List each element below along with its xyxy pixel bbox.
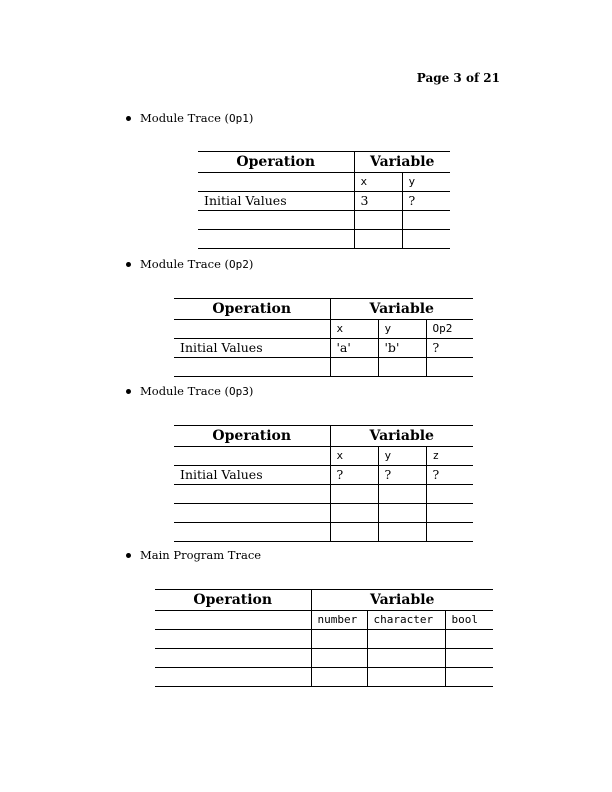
table-header-row [198,152,450,173]
bullet-item [126,110,546,126]
variable-name: character [367,611,445,630]
value-cell [426,358,473,377]
value-cell [426,523,473,542]
table-row [174,485,473,504]
table-row [198,230,450,249]
bullet-text-prefix: Main Program Trace [140,548,262,562]
section-module-trace-op2 [126,256,546,272]
value-cell [330,485,378,504]
value-cell: ? [330,466,378,485]
table-header-row [155,590,493,611]
variable-name-row [174,320,473,339]
table-row [174,504,473,523]
table-row [155,649,493,668]
bullet-text-prefix: Module Trace ( [140,111,230,125]
empty-cell [174,447,330,466]
operation-cell [174,504,330,523]
value-cell [330,358,378,377]
operation-header: Operation [155,590,311,611]
operation-cell: Initial Values [198,192,354,211]
value-cell: ? [426,339,473,358]
variable-name: z [426,447,473,466]
variable-name: number [311,611,367,630]
value-cell [354,230,402,249]
bullet-text-suffix: ) [248,257,254,271]
value-cell [426,504,473,523]
variable-header: Variable [354,152,450,173]
value-cell [378,485,426,504]
table-row [174,523,473,542]
value-cell [378,504,426,523]
operation-cell [155,649,311,668]
variable-name: bool [445,611,493,630]
value-cell [367,668,445,687]
value-cell [426,485,473,504]
operation-header: Operation [174,426,330,447]
table-header-row [174,426,473,447]
table-row [198,211,450,230]
table-row [198,192,450,211]
section-module-trace-op1 [126,110,546,126]
bullet-item [126,256,546,272]
bullet-text-suffix: ) [248,111,254,125]
trace-table-main [155,589,493,687]
operation-cell [198,230,354,249]
bullet-text-prefix: Module Trace ( [140,384,230,398]
value-cell: ? [402,192,450,211]
value-cell [378,523,426,542]
variable-name: Op2 [426,320,473,339]
value-cell: ? [426,466,473,485]
variable-name: x [330,447,378,466]
variable-header: Variable [330,426,473,447]
value-cell [311,668,367,687]
variable-name: y [378,447,426,466]
value-cell [330,504,378,523]
operation-cell: Initial Values [174,339,330,358]
operation-header: Operation [198,152,354,173]
value-cell [445,649,493,668]
bullet-code: Op1 [229,111,249,125]
value-cell [367,630,445,649]
bullet-icon [126,262,131,267]
value-cell: 3 [354,192,402,211]
table-row [155,630,493,649]
value-cell [354,211,402,230]
value-cell [367,649,445,668]
bullet-text-prefix: Module Trace ( [140,257,230,271]
bullet-code: Op3 [229,384,249,398]
bullet-code: Op2 [229,257,249,271]
variable-name-row [174,447,473,466]
operation-cell [174,485,330,504]
value-cell [402,230,450,249]
bullet-icon [126,116,131,121]
variable-name: x [354,173,402,192]
variable-name-row [155,611,493,630]
table-row [174,358,473,377]
variable-name-row [198,173,450,192]
empty-cell [155,611,311,630]
trace-table-op2 [174,298,473,377]
variable-name: y [378,320,426,339]
bullet-text-suffix: ) [248,384,254,398]
operation-cell [198,211,354,230]
variable-header: Variable [330,299,473,320]
value-cell [445,630,493,649]
value-cell [311,630,367,649]
value-cell: ? [378,466,426,485]
empty-cell [174,320,330,339]
value-cell: 'b' [378,339,426,358]
operation-header: Operation [174,299,330,320]
table-row [174,339,473,358]
trace-table-op3 [174,425,473,542]
section-main-program-trace [126,547,546,563]
trace-table-op1 [198,151,450,249]
value-cell [330,523,378,542]
operation-cell: Initial Values [174,466,330,485]
operation-cell [174,523,330,542]
operation-cell [155,668,311,687]
bullet-icon [126,553,131,558]
table-row [174,466,473,485]
variable-name: x [330,320,378,339]
value-cell [402,211,450,230]
section-module-trace-op3 [126,383,546,399]
operation-cell [155,630,311,649]
variable-header: Variable [311,590,493,611]
page-number: Page 3 of 21 [416,71,500,85]
bullet-item [126,547,546,563]
value-cell [311,649,367,668]
value-cell: 'a' [330,339,378,358]
table-header-row [174,299,473,320]
empty-cell [198,173,354,192]
bullet-item [126,383,546,399]
value-cell [378,358,426,377]
value-cell [445,668,493,687]
operation-cell [174,358,330,377]
variable-name: y [402,173,450,192]
bullet-icon [126,389,131,394]
table-row [155,668,493,687]
